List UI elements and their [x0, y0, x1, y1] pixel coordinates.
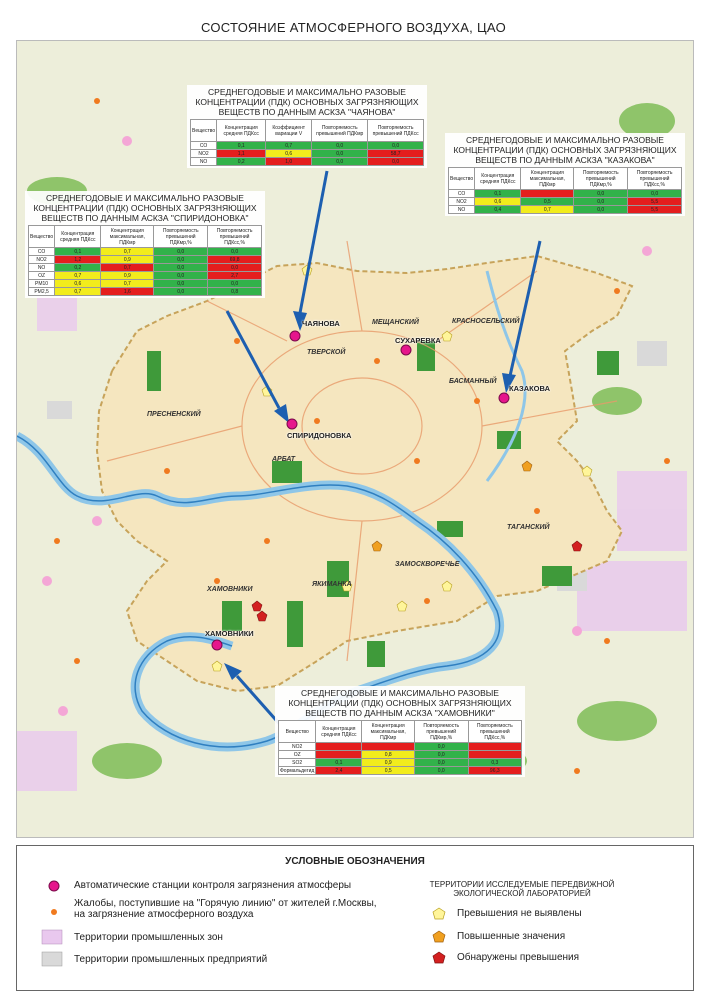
- table-cell: 0,0: [574, 198, 628, 206]
- panel-khamovniki: [275, 686, 525, 777]
- table-cell: [316, 751, 362, 759]
- table-row: [449, 206, 682, 214]
- district-label-meshchansky: МЕЩАНСКИЙ: [372, 319, 419, 326]
- legend-complaint-icon: [51, 909, 57, 915]
- table-cell: 0,0: [208, 280, 262, 288]
- table-cell: 1,6: [101, 288, 154, 296]
- legend-pentagon-red-icon: [433, 952, 445, 963]
- table-chayanova: [190, 119, 424, 166]
- table-header-cell: Повторяемость превышений ПДКмр: [312, 120, 368, 142]
- table-cell: 0,7: [55, 272, 101, 280]
- table-cell: 0,1: [475, 190, 521, 198]
- table-cell: 2,7: [208, 272, 262, 280]
- table-cell: 0,0: [208, 248, 262, 256]
- legend-stations-label: Автоматические станции контроля загрязнения атмосферы: [74, 880, 352, 891]
- table-header-cell: Концентрация средняя ПДКсс: [316, 721, 362, 743]
- table-row: [29, 256, 262, 264]
- panel-chayanova-title: СРЕДНЕГОДОВЫЕ И МАКСИМАЛЬНО РАЗОВЫЕ КОНЦЕНТРАЦИИ (ПДК) ОСНОВНЫХ ЗАГРЯЗНЯЮЩИХ ВЕЩЕСТВ ПО ДАННЫМ АСКЗА "ЧАЯНОВА": [195, 87, 419, 117]
- table-header-row: [449, 168, 682, 190]
- table-cell: 0,0: [368, 158, 424, 166]
- table-cell: 0,0: [154, 248, 208, 256]
- table-cell: 0,0: [574, 206, 628, 214]
- table-cell: CO: [449, 190, 475, 198]
- table-cell: PM10: [29, 280, 55, 288]
- station-label-chayanova: ЧАЯНОВА: [302, 319, 340, 328]
- legend-mobile-lab-title: ТЕРРИТОРИИ ИССЛЕДУЕМЫЕ ПЕРЕДВИЖНОЙ ЭКОЛОГИЧЕСКОЙ ЛАБОРАТОРИЕЙ: [429, 880, 615, 898]
- table-header-row: [29, 226, 262, 248]
- table-cell: NO2: [29, 256, 55, 264]
- table-cell: 0,7: [101, 280, 154, 288]
- table-cell: Формальдегид: [280, 767, 315, 774]
- district-label-khamovniki: ХАМОВНИКИ: [207, 586, 253, 593]
- table-cell: 1,1: [217, 150, 266, 158]
- table-cell: 1,2: [55, 256, 101, 264]
- district-label-yakimanka: ЯКИМАНКА: [312, 581, 352, 588]
- table-cell: 0,0: [414, 767, 468, 775]
- panel-khamovniki-title: СРЕДНЕГОДОВЫЕ И МАКСИМАЛЬНО РАЗОВЫЕ КОНЦЕНТРАЦИИ (ПДК) ОСНОВНЫХ ЗАГРЯЗНЯЮЩИХ ВЕЩЕСТВ ПО ДАННЫМ АСКЗА "ХАМОВНИКИ": [288, 688, 512, 718]
- table-cell: [521, 190, 574, 198]
- table-cell: 0,0: [628, 190, 682, 198]
- table-cell: [468, 743, 521, 751]
- table-cell: NO: [449, 206, 475, 214]
- legend-industrial-enterprise-swatch: [42, 952, 62, 966]
- legend-detected-label: Обнаружены превышения: [457, 952, 580, 963]
- table-row: [29, 288, 262, 296]
- station-label-khamovniki: ХАМОВНИКИ: [205, 629, 254, 638]
- table-cell: CO: [191, 142, 217, 150]
- panel-kazakova: [445, 133, 685, 216]
- table-row: [29, 264, 262, 272]
- table-cell: 0,0: [368, 142, 424, 150]
- table-cell: 0,6: [266, 150, 312, 158]
- legend-title: УСЛОВНЫЕ ОБОЗНАЧЕНИЯ: [285, 856, 425, 867]
- district-label-basmanny: БАСМАННЫЙ: [449, 378, 497, 385]
- table-cell: 0,0: [414, 743, 468, 751]
- station-label-sukharevka: СУХАРЕВКА: [395, 336, 441, 345]
- legend-industrial-zone-swatch: [42, 930, 62, 944]
- table-header-cell: Концентрация средняя ПДКсс: [475, 168, 521, 190]
- table-header-cell: Повторяемость превышений ПДКсс,%: [208, 226, 262, 248]
- district-label-zamoskvorechye: ЗАМОСКВОРЕЧЬЕ: [395, 561, 460, 568]
- table-header-cell: Вещество: [449, 168, 475, 190]
- table-cell: 0,0: [154, 288, 208, 296]
- table-row: [449, 198, 682, 206]
- table-cell: NO2: [449, 198, 475, 206]
- table-cell: 0,0: [312, 150, 368, 158]
- table-header-cell: Повторяемость превышений ПДКмр,%: [574, 168, 628, 190]
- map-title: СОСТОЯНИЕ АТМОСФЕРНОГО ВОЗДУХА, ЦАО: [200, 20, 507, 35]
- district-label-tagansky: ТАГАНСКИЙ: [507, 524, 550, 531]
- table-cell: 0,6: [475, 198, 521, 206]
- table-row: [279, 751, 522, 759]
- table-cell: 0,8: [208, 288, 262, 296]
- table-cell: NO: [29, 264, 55, 272]
- table-cell: 69,8: [208, 256, 262, 264]
- table-cell: 0,4: [475, 206, 521, 214]
- table-row: [29, 248, 262, 256]
- district-label-tverskoy: ТВЕРСКОЙ: [307, 349, 346, 356]
- table-header-cell: Вещество: [279, 721, 316, 743]
- table-cell: 0,9: [101, 272, 154, 280]
- table-cell: OZ: [279, 751, 316, 759]
- table-cell: 0,7: [101, 248, 154, 256]
- table-cell: 0,0: [154, 264, 208, 272]
- panel-kazakova-title: СРЕДНЕГОДОВЫЕ И МАКСИМАЛЬНО РАЗОВЫЕ КОНЦЕНТРАЦИИ (ПДК) ОСНОВНЫХ ЗАГРЯЗНЯЮЩИХ ВЕЩЕСТВ ПО ДАННЫМ АСКЗА "КАЗАКОВА": [453, 135, 677, 165]
- table-row: [279, 767, 522, 775]
- table-cell: 0,1: [217, 142, 266, 150]
- table-cell: 1,0: [266, 158, 312, 166]
- table-header-cell: Вещество: [191, 120, 217, 142]
- legend-complaints-label: Жалобы, поступившие на "Горячую линию" от жителей г.Москвы, на загрязнение атмосферного воздуха: [74, 898, 377, 920]
- table-cell: 5,5: [628, 206, 682, 214]
- table-cell: 0,0: [154, 256, 208, 264]
- table-row: [29, 272, 262, 280]
- table-cell: SO2: [279, 759, 316, 767]
- table-header-cell: Повторяемость превышений ПДКмр,%: [154, 226, 208, 248]
- table-cell: 0,0: [574, 190, 628, 198]
- table-cell: 0,7: [266, 142, 312, 150]
- map-area: [16, 40, 694, 838]
- table-header-cell: Концентрация максимальная, ПДКмр: [521, 168, 574, 190]
- table-header-cell: Коэффициент вариации V: [266, 120, 312, 142]
- legend-station-icon: [49, 881, 59, 891]
- table-cell: 0,0: [312, 142, 368, 150]
- table-row: [191, 142, 424, 150]
- table-cell: 0,2: [217, 158, 266, 166]
- table-cell: 0,3: [468, 759, 521, 767]
- table-header-cell: Концентрация средняя ПДКсс: [217, 120, 266, 142]
- table-cell: NO: [191, 158, 217, 166]
- table-cell: 0,7: [521, 206, 574, 214]
- table-cell: PM2,5: [29, 288, 55, 296]
- table-cell: 5,5: [628, 198, 682, 206]
- district-label-presnensky: ПРЕСНЕНСКИЙ: [147, 411, 201, 418]
- panel-chayanova: [187, 85, 427, 168]
- table-header-row: [191, 120, 424, 142]
- table-row: [279, 743, 522, 751]
- table-cell: 0,0: [414, 751, 468, 759]
- legend-pentagon-orange-icon: [433, 931, 445, 942]
- table-cell: 0,1: [316, 759, 362, 767]
- table-row: [29, 280, 262, 288]
- legend-industrial-zones-label: Территории промышленных зон: [74, 932, 223, 943]
- table-cell: 0,2: [55, 264, 101, 272]
- table-cell: 96,3: [468, 767, 521, 775]
- panel-spiridonovka-title: СРЕДНЕГОДОВЫЕ И МАКСИМАЛЬНО РАЗОВЫЕ КОНЦЕНТРАЦИИ (ПДК) ОСНОВНЫХ ЗАГРЯЗНЯЮЩИХ ВЕЩЕСТВ ПО ДАННЫМ АСКЗА "СПИРИДОНОВКА": [33, 193, 257, 223]
- table-cell: 0,9: [362, 759, 414, 767]
- table-cell: [316, 743, 362, 751]
- table-cell: NO2: [279, 743, 316, 751]
- table-cell: 0,0: [154, 272, 208, 280]
- table-cell: 0,7: [101, 264, 154, 272]
- station-label-spiridonovka: СПИРИДОНОВКА: [287, 431, 352, 440]
- table-row: [191, 150, 424, 158]
- table-cell: 58,7: [368, 150, 424, 158]
- table-cell: 0,5: [521, 198, 574, 206]
- table-cell: 0,8: [362, 751, 414, 759]
- table-cell: 0,0: [312, 158, 368, 166]
- table-header-cell: Повторяемость превышений ПДКсс,%: [628, 168, 682, 190]
- table-cell: 2,4: [316, 767, 362, 775]
- table-cell: 0,7: [55, 288, 101, 296]
- table-header-cell: Концентрация средняя ПДКсс: [55, 226, 101, 248]
- table-cell: [468, 751, 521, 759]
- table-cell: 0,1: [55, 248, 101, 256]
- table-row: [279, 759, 522, 767]
- district-label-krasnoselsky: КРАСНОСЕЛЬСКИЙ: [452, 318, 520, 325]
- table-spiridonovka: [28, 225, 262, 296]
- legend-industrial-enterprises-label: Территории промышленных предприятий: [74, 954, 268, 965]
- table-header-cell: Повторяемость превышений ПДКсс: [368, 120, 424, 142]
- table-cell: 0,5: [362, 767, 414, 775]
- table-cell: [362, 743, 414, 751]
- table-row: [449, 190, 682, 198]
- table-cell: CO: [29, 248, 55, 256]
- table-header-cell: Концентрация максимальная, ПДКмр: [101, 226, 154, 248]
- legend-not-detected-label: Превышения не выявлены: [457, 908, 582, 919]
- legend-elevated-label: Повышенные значения: [457, 931, 566, 942]
- district-label-arbat: АРБАТ: [272, 456, 296, 463]
- legend-pentagon-yellow-icon: [433, 908, 445, 919]
- table-khamovniki: [278, 720, 522, 775]
- table-cell: NO2: [191, 150, 217, 158]
- table-header-cell: Концентрация максимальная, ПДКмр: [362, 721, 414, 743]
- table-header-cell: Вещество: [29, 226, 55, 248]
- table-cell: 0,6: [55, 280, 101, 288]
- table-cell: 0,9: [101, 256, 154, 264]
- table-cell: OZ: [29, 272, 55, 280]
- table-row: [191, 158, 424, 166]
- table-header-row: [279, 721, 522, 743]
- table-header-cell: Повторяемость превышений ПДКсс,%: [468, 721, 521, 743]
- legend: [16, 845, 694, 991]
- table-cell: 0,0: [208, 264, 262, 272]
- panel-spiridonovka: [25, 191, 265, 298]
- table-header-cell: Повторяемость превышений ПДКмр,%: [414, 721, 468, 743]
- table-cell: 0,0: [414, 759, 468, 767]
- table-cell: 0,0: [154, 280, 208, 288]
- table-kazakova: [448, 167, 682, 214]
- station-label-kazakova: КАЗАКОВА: [509, 384, 550, 393]
